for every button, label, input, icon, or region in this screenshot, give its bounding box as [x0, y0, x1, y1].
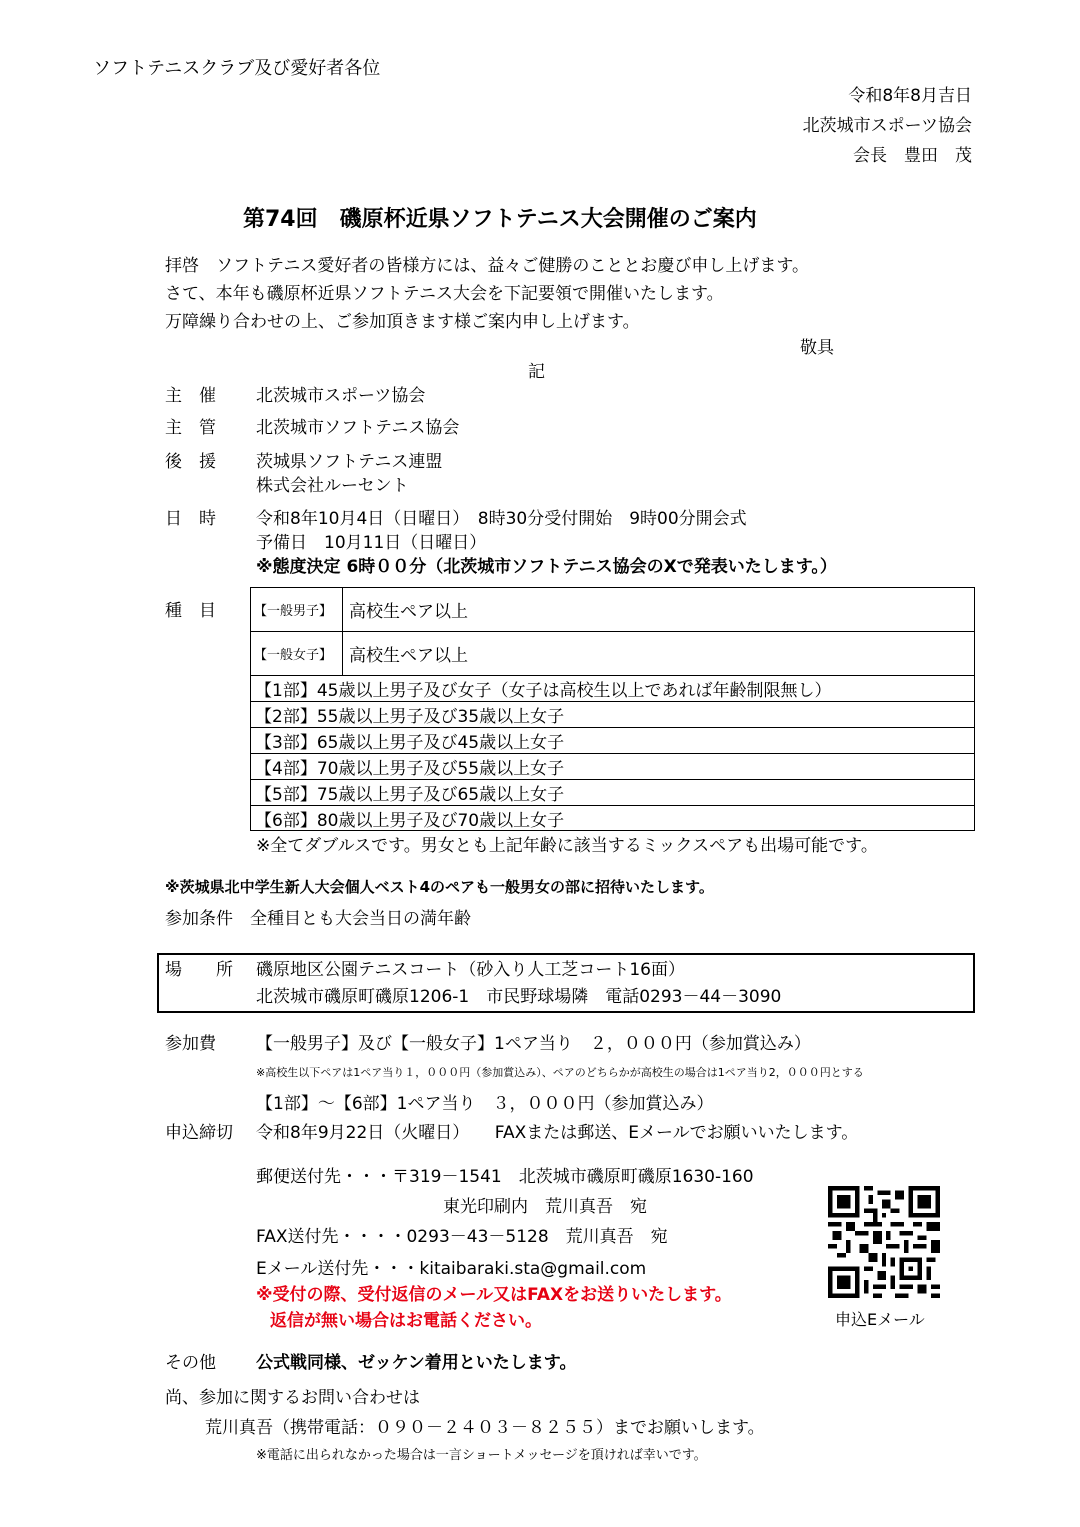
- issue-date: 令和8年8月吉日: [848, 86, 972, 106]
- other-label: その他: [165, 1353, 216, 1373]
- category-key: 【一般男子】: [251, 588, 343, 631]
- venue-label: 場 所: [165, 960, 233, 980]
- inquiry-contact: 荒川真吾（携帯電話：０９０－２４０３－８２５５）までお願いします。: [205, 1418, 765, 1438]
- reply-warning-2: 返信が無い場合はお電話ください。: [270, 1311, 542, 1331]
- manage-label: 主 管: [165, 418, 216, 438]
- sender-org: 北茨城市スポーツ協会: [802, 116, 972, 136]
- categories-label: 種 目: [165, 601, 216, 621]
- division-row: [250, 779, 975, 805]
- division-text: 【2部】55歳以上男子及び35歳以上女子: [255, 707, 565, 727]
- closing-keigu: 敬具: [800, 338, 834, 358]
- qr-caption: 申込Eメール: [835, 1310, 925, 1329]
- venue-line1: 磯原地区公園テニスコート（砂入り人工芝コート16面）: [256, 960, 685, 980]
- schedule-label: 日 時: [165, 509, 216, 529]
- postal-recipient: 東光印刷内 荒川真吾 宛: [443, 1197, 647, 1217]
- fee-line1: 【一般男子】及び【一般女子】1ペア当り ２，０００円（参加賞込み）: [256, 1034, 811, 1054]
- support-value-2: 株式会社ルーセント: [256, 476, 409, 496]
- category-value: 高校生ペア以上: [349, 602, 468, 622]
- categories-table: [250, 587, 975, 831]
- fax-number: FAX送付先・・・・0293－43－5128 荒川真吾 宛: [256, 1227, 668, 1247]
- support-label: 後 援: [165, 452, 216, 472]
- reply-warning: ※受付の際、受付返信のメール又はFAXをお送りいたします。: [256, 1285, 732, 1305]
- greeting-line2: さて、本年も磯原杯近県ソフトテニス大会を下記要領で開催いたします。: [165, 284, 724, 304]
- fee-line2: 【1部】～【6部】1ペア当り ３，０００円（参加賞込み）: [256, 1094, 714, 1114]
- inquiry-note: ※電話に出られなかった場合は一言ショートメッセージを頂ければ幸いです。: [256, 1448, 707, 1463]
- division-text: 【5部】75歳以上男子及び65歳以上女子: [255, 785, 565, 805]
- support-value-1: 茨城県ソフトテニス連盟: [256, 452, 443, 472]
- division-text: 【6部】80歳以上男子及び70歳以上女子: [255, 810, 565, 831]
- deadline-value: 令和8年9月22日（火曜日） FAXまたは郵送、Eメールでお願いいたします。: [256, 1123, 859, 1143]
- category-key: 【一般女子】: [251, 632, 343, 675]
- schedule-line2: 予備日 10月11日（日曜日）: [256, 533, 487, 553]
- sender-chair: 会長 豊田 茂: [853, 146, 972, 166]
- greeting-line3: 万障繰り合わせの上、ご参加頂きます様ご案内申し上げます。: [165, 312, 640, 332]
- division-row: [250, 675, 975, 701]
- email-address[interactable]: Eメール送付先・・・kitaibaraki.sta@gmail.com: [256, 1259, 647, 1279]
- host-label: 主 催: [165, 386, 216, 406]
- fee-note: ※高校生以下ペアは1ペア当り１，０００円（参加賞込み）、ペアのどちらかが高校生の場合は1ペア当り2，０００円とする: [256, 1066, 864, 1079]
- postal-address: 郵便送付先・・・〒319－1541 北茨城市磯原町磯原1630-160: [256, 1167, 754, 1187]
- division-row: [250, 805, 975, 831]
- ki-marker: 記: [528, 362, 545, 382]
- division-text: 【1部】45歳以上男子及び女子（女子は高校生以上であれば年齢制限無し）: [255, 681, 832, 701]
- schedule-line3: ※態度決定 6時００分（北茨城市ソフトテニス協会のXで発表いたします。）: [256, 557, 837, 577]
- category-row: [250, 587, 975, 631]
- venue-line2: 北茨城市磯原町磯原1206-1 市民野球場隣 電話0293－44－3090: [256, 987, 782, 1007]
- eligibility: 参加条件 全種目とも大会当日の満年齢: [165, 909, 471, 929]
- fee-label: 参加費: [165, 1034, 216, 1054]
- division-row: [250, 727, 975, 753]
- division-row: [250, 753, 975, 779]
- inquiry-line1: 尚、参加に関するお問い合わせは: [165, 1388, 420, 1408]
- host-value: 北茨城市スポーツ協会: [256, 386, 426, 406]
- manage-value: 北茨城市ソフトテニス協会: [256, 418, 460, 438]
- invitation-note: ※茨城県北中学生新人大会個人ベスト4のペアも一般男女の部に招待いたします。: [165, 878, 714, 896]
- page-title: 第74回 磯原杯近県ソフトテニス大会開催のご案内: [243, 207, 757, 232]
- categories-note: ※全てダブルスです。男女とも上記年齢に該当するミックスペアも出場可能です。: [256, 836, 878, 856]
- other-value: 公式戦同様、ゼッケン着用といたします。: [256, 1353, 577, 1373]
- schedule-line1: 令和8年10月4日（日曜日） 8時30分受付開始 9時00分開会式: [256, 509, 747, 529]
- addressee: ソフトテニスクラブ及び愛好者各位: [93, 58, 381, 79]
- division-text: 【4部】70歳以上男子及び55歳以上女子: [255, 759, 565, 779]
- qr-code-icon[interactable]: [828, 1186, 940, 1298]
- greeting-line1: 拝啓 ソフトテニス愛好者の皆様方には、益々ご健勝のこととお慶び申し上げます。: [165, 256, 809, 276]
- category-row: [250, 631, 975, 675]
- category-value: 高校生ペア以上: [349, 646, 468, 666]
- division-text: 【3部】65歳以上男子及び45歳以上女子: [255, 733, 565, 753]
- division-row: [250, 701, 975, 727]
- deadline-label: 申込締切: [165, 1123, 233, 1143]
